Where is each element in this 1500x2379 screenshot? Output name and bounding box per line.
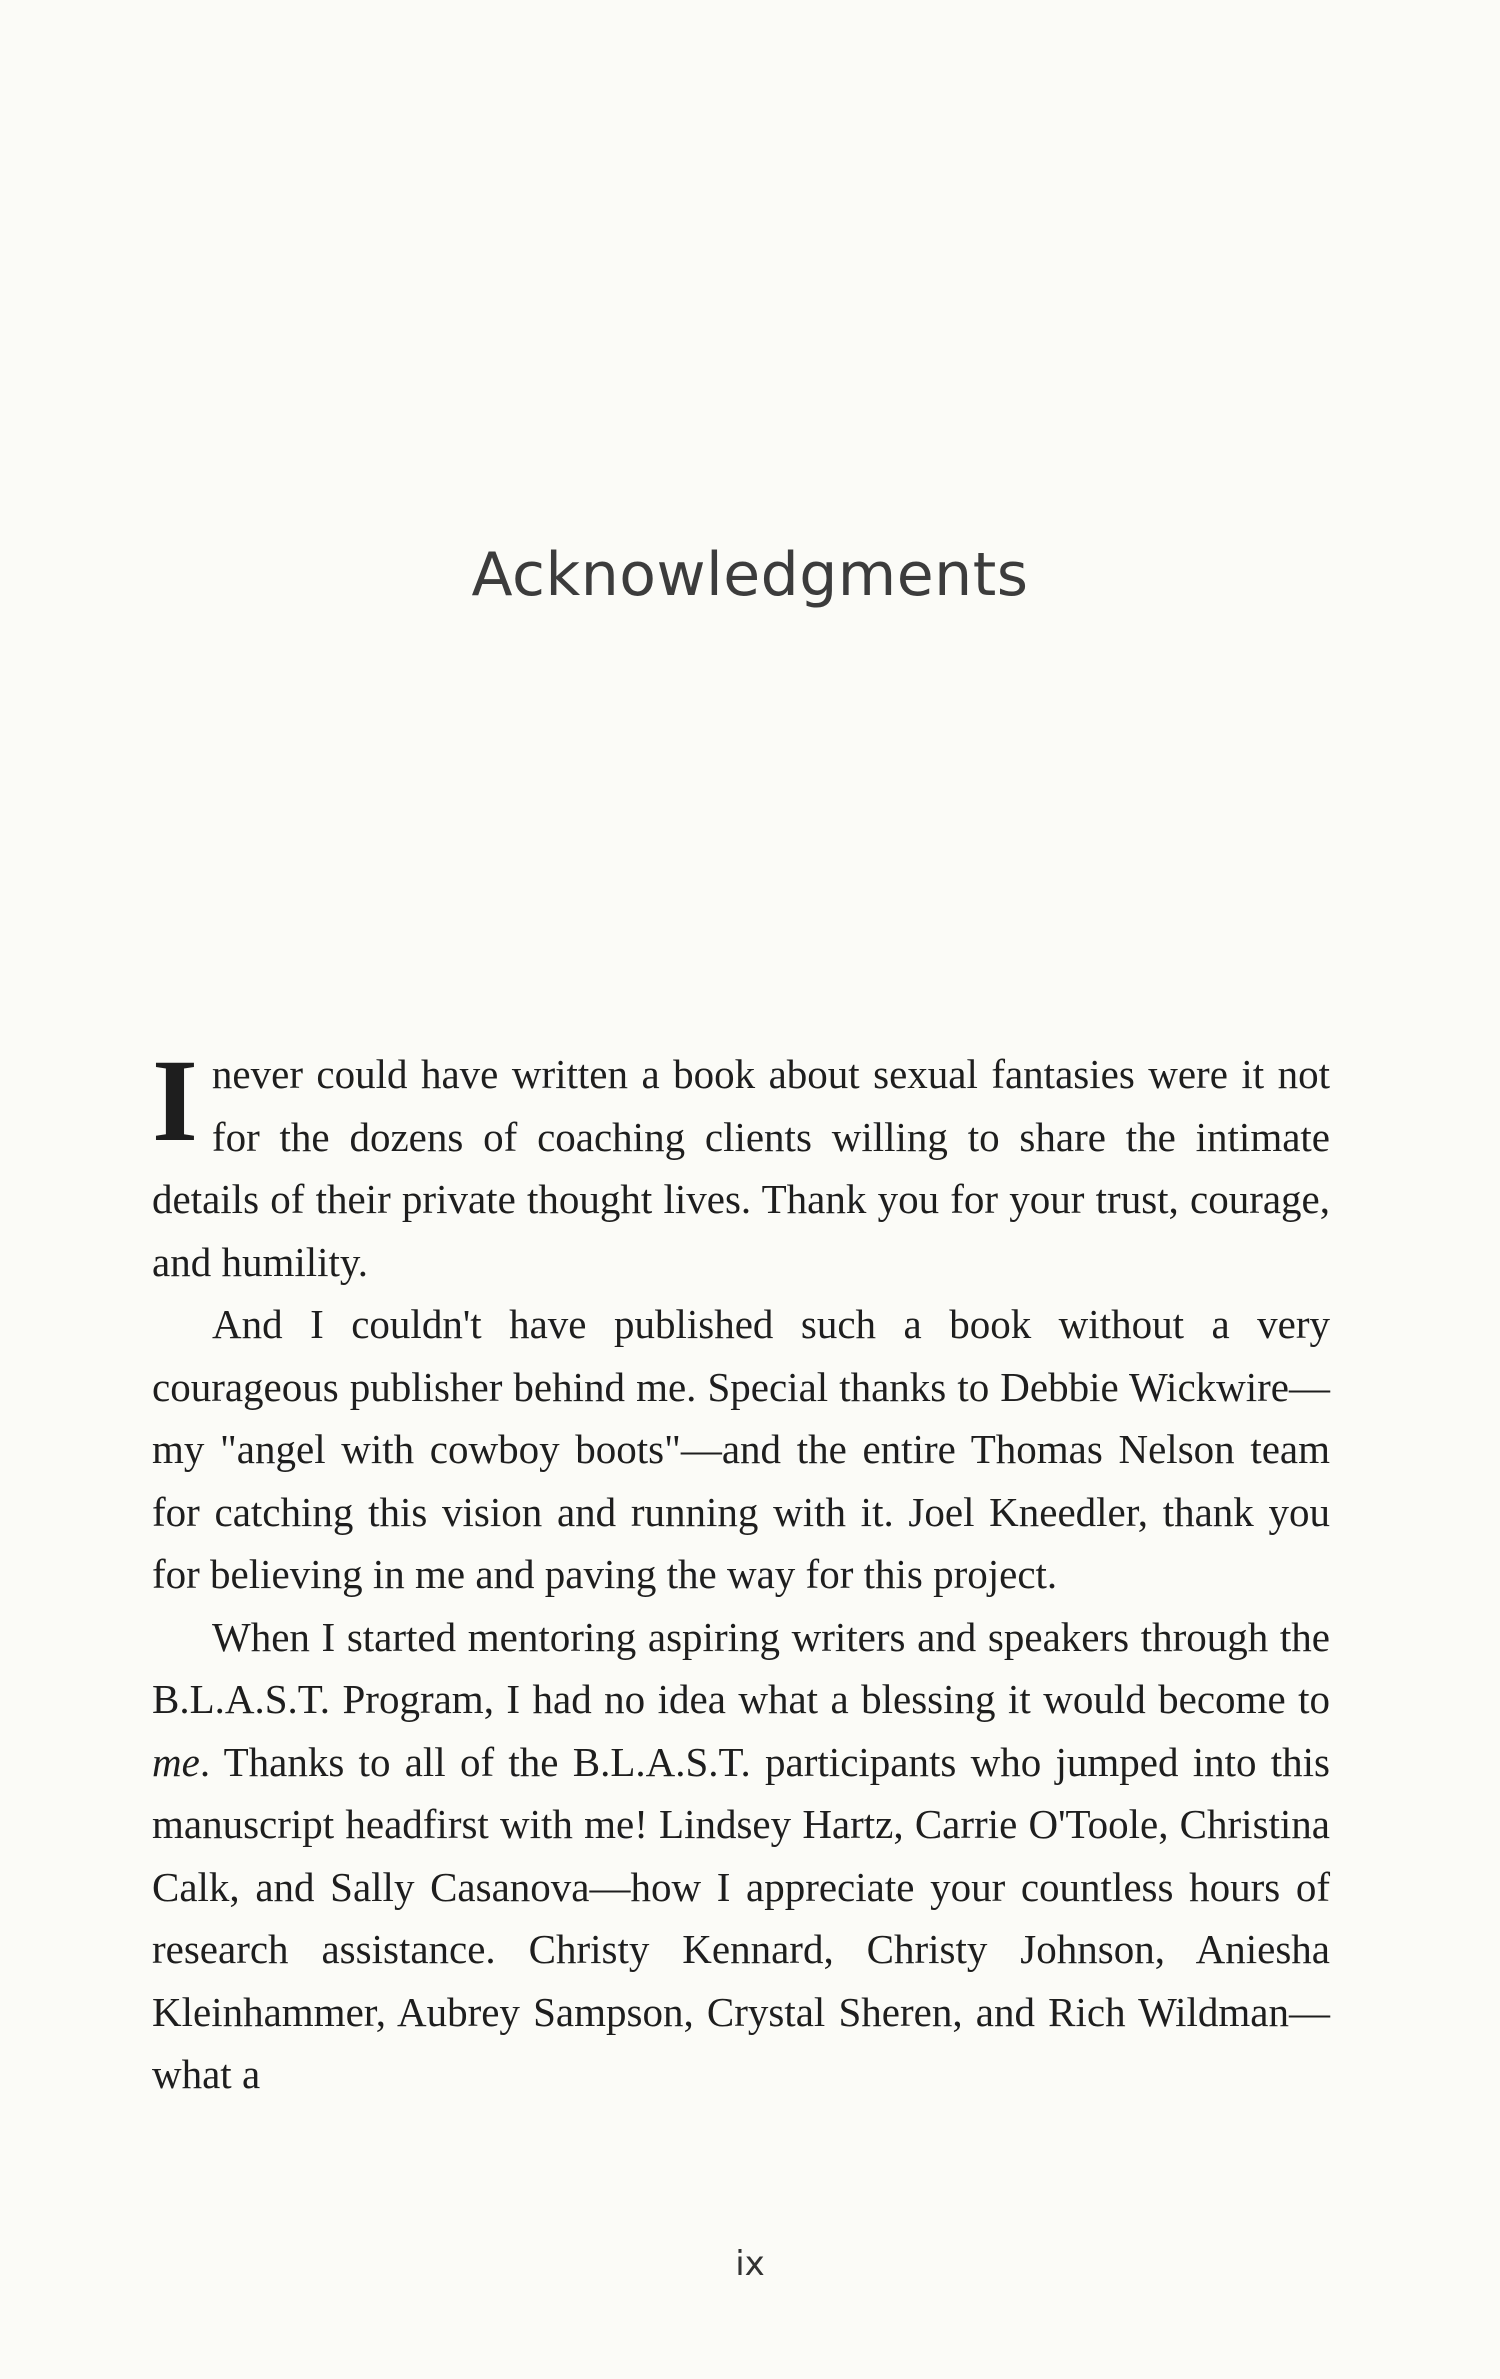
page-number: ix — [735, 2244, 765, 2284]
paragraph-3-emphasis: me — [152, 1738, 200, 1785]
chapter-title: Acknowledgments — [471, 540, 1029, 610]
paragraph-1 — [152, 1035, 1330, 1293]
paragraph-3-text-a: When I started mentoring aspiring writers and speakers through the B.L.A.S.T. Program, I had no idea what a blessing it would become to — [152, 1613, 1330, 1722]
body-text — [152, 1035, 1330, 2106]
paragraph-3-text-b: . Thanks to all of the B.L.A.S.T. participants who jumped into this manuscript headfirst with me! Lindsey Hartz, Carrie O'Toole, Christina Calk, and Sally Casanova—how I appreciate your countless hours of research assistance. Christy Kennard, Christy Johnson, Aniesha Kleinhammer, Aubrey Sampson, Crystal Sheren, and Rich Wildman—what a — [152, 1738, 1330, 2097]
paragraph-3 — [152, 1606, 1330, 2106]
paragraph-2: And I couldn't have published such a book without a very courageous publisher behind me. Special thanks to Debbie Wickwire—my "angel with cowboy boots"—and the entire Thomas Nelson team for catching this vision and running with it. Joel Kneedler, thank you for believing in me and paving the way for this project. — [152, 1301, 1330, 1597]
drop-cap: I — [152, 1035, 198, 1166]
paragraph-1-text: never could have written a book about sexual fantasies were it not for the dozens of coaching clients willing to share the intimate details of their private thought lives. Thank you for your trust, courage, and humility. — [152, 1051, 1330, 1285]
